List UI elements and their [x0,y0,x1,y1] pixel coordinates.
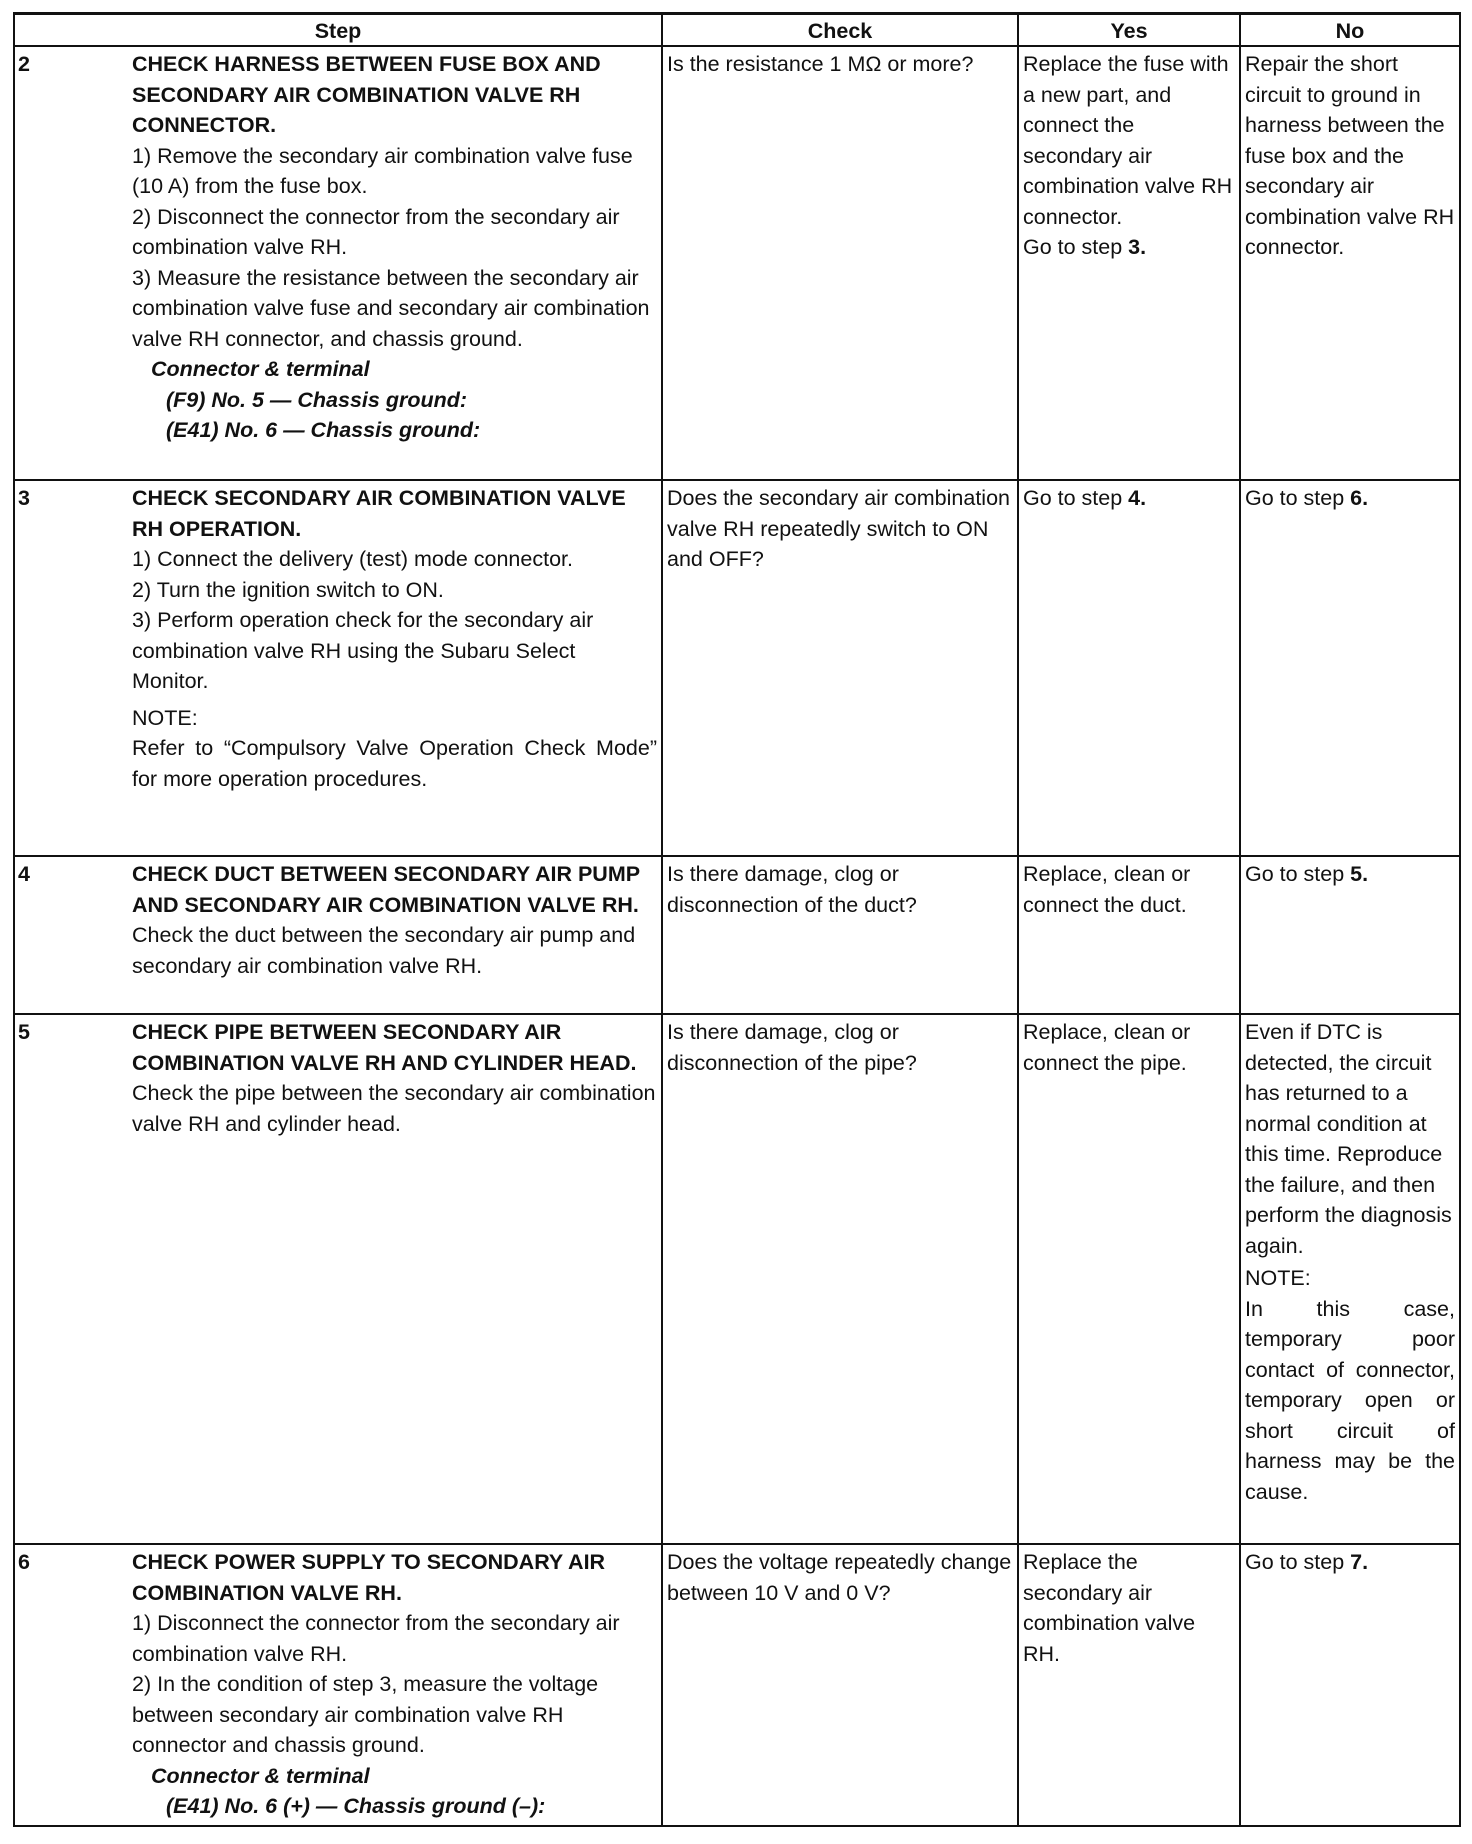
yes-cell: Replace, clean or connect the pipe. [1018,1014,1240,1544]
step-title: CHECK DUCT BETWEEN SECONDARY AIR PUMP AND SECONDARY AIR COMBINATION VALVE RH. [132,862,640,917]
step-number: 5 [18,1020,30,1044]
step-instruction: 3) Measure the resistance between the secondary air combination valve fuse and secondary air combination valve RH connector, and chassis ground. [132,265,650,351]
step-instruction: 3) Perform operation check for the secondary air combination valve RH using the Subaru Select Monitor. [132,608,594,693]
step-instruction: 1) Disconnect the connector from the secondary air combination valve RH. [132,1611,620,1666]
step-number: 2 [18,52,30,76]
yes-cell: Replace, clean or connect the duct. [1018,856,1240,1014]
header-step: Step [14,14,662,47]
connector-terminal-spec: (E41) No. 6 — Chassis ground: [166,418,481,442]
no-cell: Go to step 6. [1240,480,1460,856]
yes-goto: Go to step [1023,235,1129,259]
step-instruction: 1) Remove the secondary air combination valve fuse (10 A) from the fuse box. [132,143,633,198]
step-number: 4 [18,862,30,886]
check-cell: Does the secondary air combination valve RH repeatedly switch to ON and OFF? [662,480,1018,856]
step-cell [14,480,662,856]
note-label: NOTE: [132,705,198,730]
diagnostic-procedure-table [13,12,1461,1827]
step-title: CHECK SECONDARY AIR COMBINATION VALVE RH OPERATION. [132,486,626,541]
note-text: Refer to “Compulsory Valve Operation Check Mode” for more operation procedures. [132,736,657,791]
connector-terminal-label: Connector & terminal [151,357,370,381]
check-cell: Is there damage, clog or disconnection of the pipe? [662,1014,1018,1544]
no-goto-step: 6 [1350,486,1363,510]
table-row-step-3 [14,480,1460,856]
step-cell [14,46,662,480]
no-goto: Go to step [1245,486,1351,510]
yes-cell: Go to step 4. [1018,480,1240,856]
no-cell: Repair the short circuit to ground in harness between the fuse box and the secondary air combination valve RH connector. [1240,46,1460,480]
step-instruction: 2) Disconnect the connector from the secondary air combination valve RH. [132,204,620,259]
yes-action: Replace the fuse with a new part, and connect the secondary air combination valve RH connector. [1023,52,1233,229]
connector-terminal-label: Connector & terminal [151,1763,370,1788]
no-goto-step: 7 [1350,1550,1363,1574]
no-cell: Go to step 7. [1240,1544,1460,1826]
no-goto: Go to step [1245,1550,1351,1574]
step-cell [14,1014,662,1544]
step-instruction: 2) In the condition of step 3, measure the voltage between secondary air combination valve RH connector and chassis ground. [132,1672,599,1757]
yes-goto: Go to step [1023,486,1129,510]
table-header-row [14,14,1460,47]
step-number: 6 [18,1550,30,1574]
step-instruction: 2) Turn the ignition switch to ON. [132,577,444,602]
note-label: NOTE: [1245,1266,1311,1290]
connector-terminal-spec: (E41) No. 6 (+) — Chassis ground (–): [166,1794,546,1818]
step-title: CHECK HARNESS BETWEEN FUSE BOX AND SECONDARY AIR COMBINATION VALVE RH CONNECTOR. [132,52,601,137]
step-instruction: 1) Connect the delivery (test) mode connector. [132,547,573,571]
step-title: CHECK POWER SUPPLY TO SECONDARY AIR COMBINATION VALVE RH. [132,1550,606,1605]
step-cell [14,856,662,1014]
no-cell: Go to step 5. [1240,856,1460,1014]
header-check: Check [662,14,1018,47]
note-text: In this case, temporary poor contact of connector, temporary open or short circuit of harness may be the cause. [1245,1296,1455,1504]
no-goto: Go to step [1245,862,1351,886]
table-row-step-4 [14,856,1460,1014]
check-cell: Does the voltage repeatedly change between 10 V and 0 V? [662,1544,1018,1826]
table-row-step-5 [14,1014,1460,1544]
step-instruction: Check the duct between the secondary air pump and secondary air combination valve RH. [132,923,636,978]
yes-cell: Replace the fuse with a new part, and connect the secondary air combination valve RH connector. Go to step 3. [1018,46,1240,480]
header-no: No [1240,14,1460,47]
yes-goto-step: 3 [1128,235,1141,259]
table-row-step-6 [14,1544,1460,1826]
table-row-step-2 [14,46,1460,480]
no-action: Even if DTC is detected, the circuit has returned to a normal condition at this time. Reproduce the failure, and then perform the diagnosis again. [1245,1020,1452,1258]
step-instruction: Check the pipe between the secondary air combination valve RH and cylinder head. [132,1081,656,1136]
yes-cell: Replace the secondary air combination valve RH. [1018,1544,1240,1826]
step-cell [14,1544,662,1826]
yes-goto-step: 4 [1128,486,1141,510]
no-cell [1240,1014,1460,1544]
step-title: CHECK PIPE BETWEEN SECONDARY AIR COMBINATION VALVE RH AND CYLINDER HEAD. [132,1020,637,1075]
header-yes: Yes [1018,14,1240,47]
step-number: 3 [18,486,30,510]
check-cell: Is there damage, clog or disconnection of the duct? [662,856,1018,1014]
no-goto-step: 5 [1350,862,1363,886]
connector-terminal-spec: (F9) No. 5 — Chassis ground: [166,387,468,412]
check-cell: Is the resistance 1 MΩ or more? [662,46,1018,480]
